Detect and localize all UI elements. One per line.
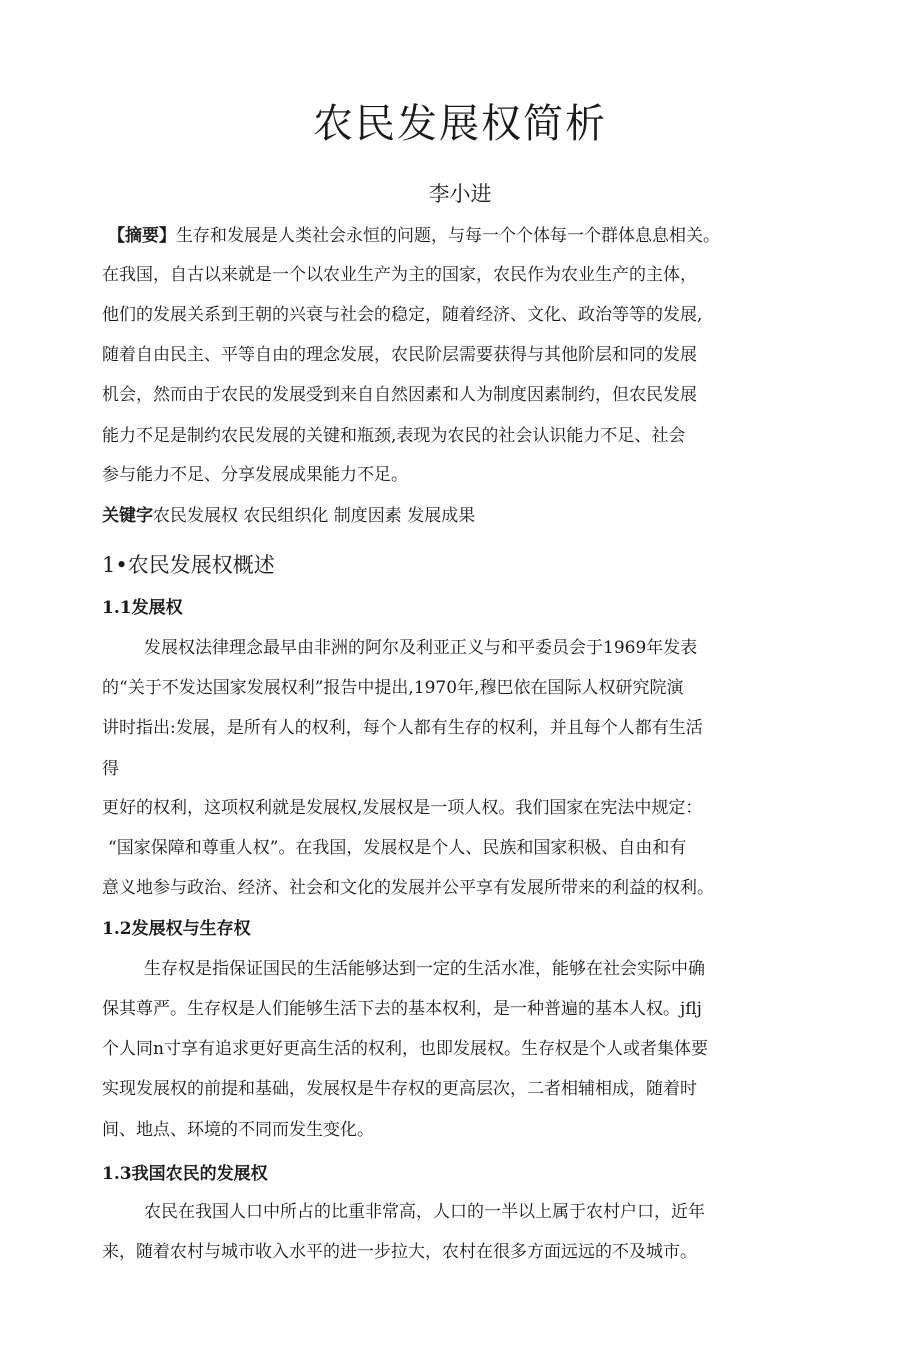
abstract-line: 机会，然而由于农民的发展受到来自自然因素和人为制度因素制约，但农民发展 bbox=[102, 385, 697, 405]
author-name: 李小进 bbox=[428, 182, 492, 206]
paragraph-line: 得 bbox=[102, 759, 119, 779]
document-title: 农民发展权简析 bbox=[313, 101, 607, 147]
paragraph-line: 农民在我国人口中所占的比重非常高，人口的一半以上属于农村户口，近年 bbox=[144, 1202, 705, 1222]
paragraph-line: 意义地参与政治、经济、社会和文化的发展并公平享有发展所带来的利益的权利。 bbox=[102, 878, 714, 898]
paragraph-line: 实现发展权的前提和基础，发展权是牛存权的更高层次，二者相辅相成，随着时 bbox=[102, 1079, 697, 1099]
abstract-label: 【摘要】 bbox=[108, 226, 176, 246]
paragraph-line: 发展权法律理念最早由非洲的阿尔及利亚正义与和平委员会于1969年发表 bbox=[144, 638, 698, 658]
paragraph-line: “国家保障和尊重人权”。在我国，发展权是个人、民族和国家积极、自由和有 bbox=[108, 838, 687, 858]
abstract-line: 能力不足是制约农民发展的关键和瓶颈,表现为农民的社会认识能力不足、社会 bbox=[102, 426, 686, 446]
keywords-label: 关键字 bbox=[102, 506, 153, 526]
subsection-heading: 1.1发展权 bbox=[102, 598, 183, 618]
abstract-line: 参与能力不足、分享发展成果能力不足。 bbox=[102, 465, 408, 485]
abstract-line: 他们的发展关系到王朝的兴衰与社会的稳定，随着经济、文化、政治等等的发展, bbox=[102, 305, 703, 325]
paragraph-line: 个人同n寸享有追求更好更高生活的权利，也即发展权。生存权是个人或者集体要 bbox=[102, 1039, 708, 1059]
section-heading: 1•农民发展权概述 bbox=[102, 553, 275, 577]
abstract-text-0: 生存和发展是人类社会永恒的问题，与每一个个体每一个群体息息相关。 bbox=[176, 226, 720, 246]
paragraph-line: 保其尊严。生存权是人们能够生活下去的基本权利，是一种普遍的基本人权。jflj bbox=[102, 999, 702, 1019]
paragraph-line: 生存权是指保证国民的生活能够达到一定的生活水准，能够在社会实际中确 bbox=[144, 959, 705, 979]
keywords-text: 农民发展权 农民组织化 制度因素 发展成果 bbox=[153, 506, 476, 526]
paragraph-line: 的“关于不发达国家发展权利”报告中提出,1970年,穆巴依在国际人权研究院演 bbox=[102, 678, 684, 698]
subsection-heading: 1.3我国农民的发展权 bbox=[102, 1164, 268, 1184]
paragraph-line: 间、地点、环境的不同而发生变化。 bbox=[102, 1120, 374, 1140]
abstract-first-line bbox=[108, 224, 720, 248]
abstract-line: 随着自由民主、平等自由的理念发展，农民阶层需要获得与其他阶层和同的发展 bbox=[102, 345, 697, 365]
abstract-line: 在我国，自古以来就是一个以农业生产为主的国家，农民作为农业生产的主体， bbox=[102, 265, 697, 285]
paragraph-line: 来，随着农村与城市收入水平的进一步拉大，农村在很多方面远远的不及城市。 bbox=[102, 1242, 697, 1262]
paragraph-line: 更好的权利，这项权利就是发展权,发展权是一项人权。我们国家在宪法中规定： bbox=[102, 798, 703, 818]
paragraph-line: 讲时指出:发展，是所有人的权利，每个人都有生存的权利，并且每个人都有生活 bbox=[102, 718, 703, 738]
keywords-line bbox=[102, 504, 475, 528]
subsection-heading: 1.2发展权与生存权 bbox=[102, 919, 251, 939]
